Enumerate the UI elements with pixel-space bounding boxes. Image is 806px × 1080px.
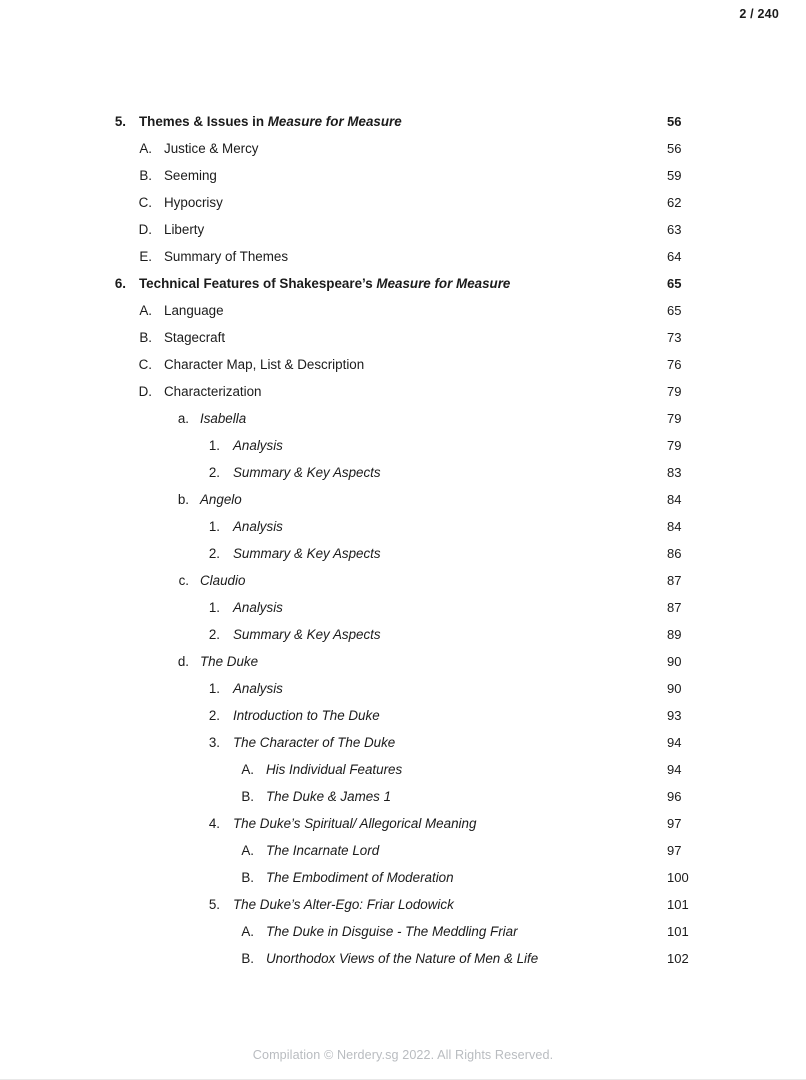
toc-entry-page-number: 84 bbox=[667, 519, 682, 534]
toc-entry-label bbox=[233, 513, 283, 540]
toc-entry-label bbox=[164, 297, 224, 324]
toc-entry-label bbox=[266, 756, 402, 783]
toc-entry-label-italic: Isabella bbox=[200, 411, 247, 426]
toc-entry-label bbox=[266, 945, 538, 972]
toc-entry-label-italic: Summary & Key Aspects bbox=[233, 546, 381, 561]
toc-entry-page-number: 79 bbox=[667, 411, 682, 426]
toc-entry-marker: a. bbox=[177, 411, 189, 426]
toc-entry-label bbox=[266, 783, 391, 810]
toc-entry-page-number: 93 bbox=[667, 708, 682, 723]
toc-entry-label-text: Character Map, List & Description bbox=[164, 357, 365, 372]
toc-entry-label-italic: Measure for Measure bbox=[267, 114, 402, 129]
toc-entry-page-number: 94 bbox=[667, 735, 682, 750]
toc-entry-marker: 2. bbox=[208, 708, 220, 723]
toc-entry-label-italic: The Duke’s Spiritual/ Allegorical Meaning bbox=[233, 816, 477, 831]
toc-entry-label-italic: The Duke in Disguise - The Meddling Friar bbox=[266, 924, 518, 939]
toc-entry-label bbox=[200, 648, 258, 675]
toc-entry-label bbox=[233, 675, 283, 702]
toc-entry-label-text: Summary of Themes bbox=[164, 249, 289, 264]
toc-entry-page-number: 89 bbox=[667, 627, 682, 642]
toc-entry[interactable] bbox=[0, 162, 806, 189]
toc-entry-label bbox=[266, 918, 518, 945]
toc-entry-page-number: 65 bbox=[667, 303, 682, 318]
toc-entry-label bbox=[266, 864, 454, 891]
toc-entry-page-number: 62 bbox=[667, 195, 682, 210]
toc-entry-label-text: Liberty bbox=[164, 222, 205, 237]
toc-entry-page-number: 100 bbox=[667, 870, 689, 885]
toc-entry-page-number: 97 bbox=[667, 816, 682, 831]
toc-entry-marker: 2. bbox=[208, 627, 220, 642]
toc-entry-marker: c. bbox=[178, 573, 189, 588]
toc-entry-label bbox=[233, 810, 476, 837]
toc-entry-marker: C. bbox=[138, 195, 152, 210]
toc-entry-marker: B. bbox=[241, 870, 254, 885]
toc-entry-marker: A. bbox=[241, 843, 254, 858]
toc-entry-marker: 2. bbox=[208, 546, 220, 561]
toc-entry-label-italic: The Embodiment of Moderation bbox=[266, 870, 454, 885]
toc-entry-page-number: 59 bbox=[667, 168, 682, 183]
toc-entry[interactable] bbox=[0, 702, 806, 729]
toc-entry-label bbox=[139, 108, 402, 135]
toc-entry-marker: D. bbox=[138, 222, 152, 237]
toc-entry-label bbox=[164, 135, 259, 162]
toc-entry-label-text: Characterization bbox=[164, 384, 262, 399]
toc-entry-page-number: 56 bbox=[667, 141, 682, 156]
toc-entry[interactable] bbox=[0, 378, 806, 405]
toc-entry-page-number: 86 bbox=[667, 546, 682, 561]
toc-entry-page-number: 65 bbox=[667, 276, 682, 291]
toc-entry-label-italic: Angelo bbox=[200, 492, 242, 507]
toc-entry[interactable] bbox=[0, 729, 806, 756]
toc-entry[interactable] bbox=[0, 945, 806, 972]
toc-entry[interactable] bbox=[0, 243, 806, 270]
toc-entry-label-italic: Introduction to The Duke bbox=[233, 708, 380, 723]
toc-entry-label bbox=[139, 270, 510, 297]
toc-entry-label-italic: Summary & Key Aspects bbox=[233, 465, 381, 480]
toc-entry-label-italic: Analysis bbox=[233, 519, 283, 534]
toc-entry-label-text: Technical Features of Shakespeare’s bbox=[139, 276, 377, 291]
toc-entry[interactable] bbox=[0, 432, 806, 459]
toc-entry[interactable] bbox=[0, 108, 806, 135]
toc-entry-marker: A. bbox=[241, 762, 254, 777]
toc-entry-label-italic: Claudio bbox=[200, 573, 246, 588]
toc-entry[interactable] bbox=[0, 567, 806, 594]
toc-entry-page-number: 97 bbox=[667, 843, 682, 858]
toc-entry[interactable] bbox=[0, 594, 806, 621]
toc-entry-marker: d. bbox=[177, 654, 189, 669]
toc-entry-marker: B. bbox=[139, 168, 152, 183]
toc-entry[interactable] bbox=[0, 513, 806, 540]
toc-entry-label bbox=[164, 324, 225, 351]
toc-entry-label-italic: The Character of The Duke bbox=[233, 735, 396, 750]
toc-entry[interactable] bbox=[0, 540, 806, 567]
toc-entry-label bbox=[164, 243, 288, 270]
toc-entry-marker: B. bbox=[139, 330, 152, 345]
toc-entry-marker: 5. bbox=[208, 897, 220, 912]
toc-entry-page-number: 83 bbox=[667, 465, 682, 480]
page-indicator: 2 / 240 bbox=[739, 7, 779, 21]
toc-entry[interactable] bbox=[0, 783, 806, 810]
toc-entry[interactable] bbox=[0, 189, 806, 216]
toc-entry[interactable] bbox=[0, 918, 806, 945]
toc-entry-label-italic: The Duke & James 1 bbox=[266, 789, 392, 804]
toc-entry-page-number: 56 bbox=[667, 114, 682, 129]
toc-entry[interactable] bbox=[0, 297, 806, 324]
toc-entry-label bbox=[233, 891, 454, 918]
toc-entry-label bbox=[164, 351, 364, 378]
toc-entry[interactable] bbox=[0, 675, 806, 702]
toc-entry-label bbox=[200, 405, 246, 432]
toc-entry-label bbox=[164, 378, 262, 405]
toc-entry-label bbox=[164, 189, 223, 216]
toc-entry-page-number: 79 bbox=[667, 384, 682, 399]
toc-entry-page-number: 73 bbox=[667, 330, 682, 345]
toc-entry-label-text: Justice & Mercy bbox=[164, 141, 259, 156]
toc-entry-label-italic: The Duke’s Alter-Ego: Friar Lodowick bbox=[233, 897, 454, 912]
table-of-contents bbox=[0, 108, 806, 972]
toc-entry-marker: 1. bbox=[208, 519, 220, 534]
toc-entry-marker: A. bbox=[139, 141, 152, 156]
toc-entry[interactable] bbox=[0, 216, 806, 243]
toc-entry-label bbox=[266, 837, 379, 864]
toc-entry[interactable] bbox=[0, 891, 806, 918]
toc-entry-label bbox=[233, 432, 283, 459]
toc-entry-label-text: Language bbox=[164, 303, 224, 318]
toc-entry-label-italic: Analysis bbox=[233, 438, 283, 453]
toc-entry-marker: B. bbox=[241, 789, 254, 804]
toc-entry-label bbox=[233, 729, 395, 756]
toc-entry-page-number: 90 bbox=[667, 654, 682, 669]
toc-entry[interactable] bbox=[0, 486, 806, 513]
toc-entry[interactable] bbox=[0, 270, 806, 297]
toc-entry[interactable] bbox=[0, 459, 806, 486]
toc-entry-page-number: 87 bbox=[667, 600, 682, 615]
toc-entry[interactable] bbox=[0, 621, 806, 648]
toc-entry-page-number: 84 bbox=[667, 492, 682, 507]
toc-entry-label bbox=[233, 621, 381, 648]
toc-entry-marker: 2. bbox=[208, 465, 220, 480]
toc-entry[interactable] bbox=[0, 324, 806, 351]
toc-entry-label-text: Seeming bbox=[164, 168, 217, 183]
toc-entry-label bbox=[200, 567, 245, 594]
toc-entry-label-italic: The Duke bbox=[200, 654, 259, 669]
toc-entry-page-number: 76 bbox=[667, 357, 682, 372]
toc-entry-marker: 3. bbox=[208, 735, 220, 750]
page-footer: Compilation © Nerdery.sg 2022. All Rights Reserved. bbox=[252, 1048, 554, 1062]
toc-entry-label bbox=[164, 216, 204, 243]
toc-entry[interactable] bbox=[0, 351, 806, 378]
toc-entry-page-number: 90 bbox=[667, 681, 682, 696]
toc-entry-marker: B. bbox=[241, 951, 254, 966]
toc-entry-page-number: 87 bbox=[667, 573, 682, 588]
toc-entry-page-number: 101 bbox=[667, 897, 689, 912]
toc-entry-label-italic: The Incarnate Lord bbox=[266, 843, 380, 858]
toc-entry-label-italic: Analysis bbox=[233, 681, 283, 696]
toc-entry-marker: 6. bbox=[114, 276, 126, 291]
toc-entry[interactable] bbox=[0, 648, 806, 675]
toc-entry-page-number: 96 bbox=[667, 789, 682, 804]
toc-entry-marker: D. bbox=[138, 384, 152, 399]
toc-entry-page-number: 63 bbox=[667, 222, 682, 237]
toc-entry-label-text: Hypocrisy bbox=[164, 195, 223, 210]
toc-entry-label-italic: Summary & Key Aspects bbox=[233, 627, 381, 642]
toc-entry[interactable] bbox=[0, 864, 806, 891]
toc-entry-marker: A. bbox=[241, 924, 254, 939]
toc-entry-marker: 5. bbox=[114, 114, 126, 129]
toc-entry-label-text: Stagecraft bbox=[164, 330, 226, 345]
toc-entry[interactable] bbox=[0, 756, 806, 783]
toc-entry-label bbox=[233, 540, 381, 567]
toc-entry-marker: E. bbox=[139, 249, 152, 264]
toc-entry-marker: 1. bbox=[208, 681, 220, 696]
toc-entry-page-number: 102 bbox=[667, 951, 689, 966]
toc-entry-label bbox=[164, 162, 217, 189]
toc-entry-label bbox=[233, 459, 381, 486]
toc-entry[interactable] bbox=[0, 135, 806, 162]
toc-entry[interactable] bbox=[0, 837, 806, 864]
toc-entry[interactable] bbox=[0, 405, 806, 432]
toc-entry-marker: 1. bbox=[208, 600, 220, 615]
toc-entry[interactable] bbox=[0, 810, 806, 837]
toc-entry-marker: 4. bbox=[208, 816, 220, 831]
toc-entry-label bbox=[233, 594, 283, 621]
toc-entry-marker: A. bbox=[139, 303, 152, 318]
toc-entry-page-number: 101 bbox=[667, 924, 689, 939]
toc-entry-label-italic: Analysis bbox=[233, 600, 283, 615]
toc-entry-label-text: Themes & Issues in bbox=[139, 114, 268, 129]
toc-entry-label bbox=[200, 486, 242, 513]
toc-entry-page-number: 79 bbox=[667, 438, 682, 453]
toc-entry-label-italic: Measure for Measure bbox=[376, 276, 511, 291]
toc-entry-marker: b. bbox=[177, 492, 189, 507]
toc-entry-label-italic: Unorthodox Views of the Nature of Men & Life bbox=[266, 951, 539, 966]
toc-entry-marker: 1. bbox=[208, 438, 220, 453]
toc-entry-label bbox=[233, 702, 380, 729]
toc-entry-label-italic: His Individual Features bbox=[266, 762, 403, 777]
toc-entry-marker: C. bbox=[138, 357, 152, 372]
toc-entry-page-number: 64 bbox=[667, 249, 682, 264]
toc-entry-page-number: 94 bbox=[667, 762, 682, 777]
